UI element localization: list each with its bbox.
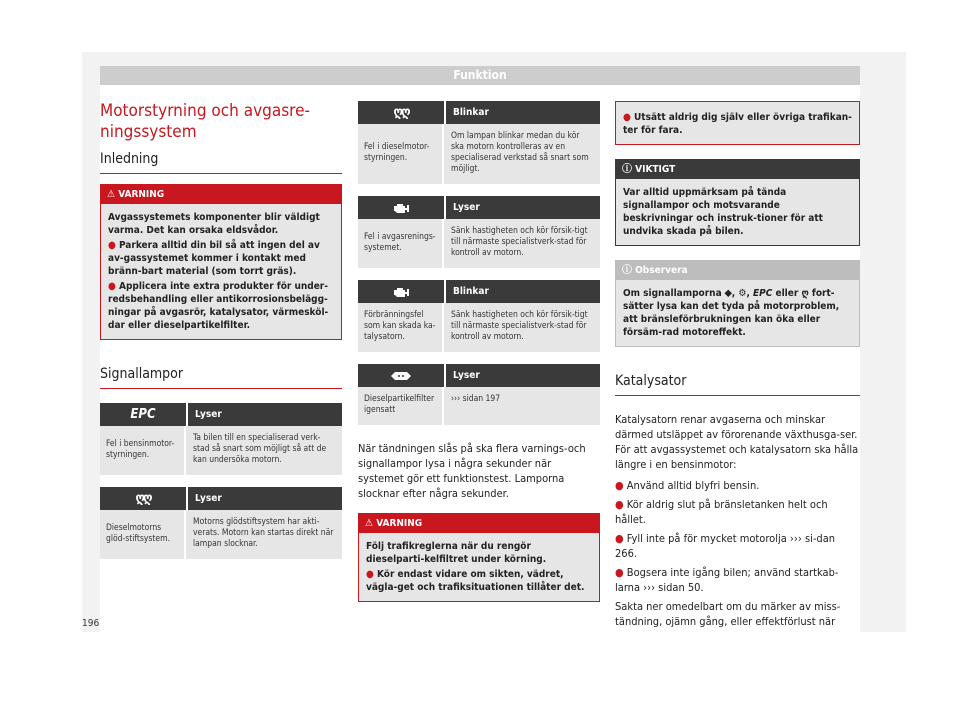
section-header: Funktion [100,66,860,85]
signal-desc: Dieselpartikelfilter igensatt [358,387,444,425]
warning-item: ● Utsätt aldrig dig själv eller övriga trafikan-ter för fara. [623,112,852,136]
signal-desc: Fel i avgasrenings-systemet. [358,219,444,268]
signal-state: Lyser [453,202,480,213]
warning-icon: ⚠ [365,518,374,529]
engine-icon [358,280,446,303]
page-number: 196 [82,618,100,629]
catalyst-item: ● Kör aldrig slut på bränsletanken helt och hållet. [615,498,828,526]
page-reference-link[interactable]: ››› sidan 197 [451,394,501,404]
warning-header [101,185,341,204]
catalyst-title: Katalysator [615,373,860,396]
warning-body [359,533,599,601]
info-icon: ⓘ [622,265,632,276]
glow-plug-icon: ღ [801,288,809,299]
catalyst-intro: Katalysatorn renar avgaserna och minskar därmed utsläppet av förorenande växthusga-ser. För att avgassystemet och katalysatorn ska hålla längre i en bensinmotor: [615,413,859,471]
signal-state: Lyser [195,409,222,420]
signal-table [358,196,600,268]
info-circle-icon: ⓘ [622,164,632,175]
engine-icon: ⚙ [738,288,747,299]
signal-table [358,364,600,425]
column-right [615,101,860,629]
signal-desc: Fel i dieselmotor-styrningen. [358,124,444,184]
catalyst-item: ● Fyll inte på för mycket motorolja ››› si-dan 266. [615,532,836,560]
note-body: Om signallamporna ⬥, ⚙, EPC eller ღ fort-sätter lysa kan det tyda på motorproblem, att bränsleförbrukningen kan öka eller försäm-rad motoreffekt. [616,280,859,346]
signal-action: Sänk hastigheten och kör försik-tigt till närmaste specialistverk-stad för kontroll av motorn. [451,226,588,258]
warning-header [359,514,599,533]
catalyst-outro: Sakta ner omedelbart om du märker av miss-tändning, ojämn gång, eller effektförlust när [615,600,841,628]
epc-icon: EPC [753,288,773,299]
glow-plug-icon: ღღ [358,101,446,124]
warning-box [100,184,342,340]
signal-state: Lyser [195,493,222,504]
note-header [616,261,859,280]
epc-icon: EPC [100,403,188,426]
note-box [615,260,860,347]
signal-action: Sänk hastigheten och kör försik-tigt till närmaste specialistverk-stad för kontroll av motorn. [451,310,588,342]
glow-plug-icon: ღღ [100,487,188,510]
dpf-icon [358,364,446,387]
warning-label: VARNING [376,518,423,529]
warning-icon: ⚠ [107,189,116,200]
engine-icon [358,196,446,219]
important-body: Var alltid uppmärksam på tända signallampor och motsvarande beskrivningar och instruk-tioner för att undvika skada på bilen. [616,179,859,245]
signal-state: Lyser [453,370,480,381]
important-box [615,159,860,246]
signal-table [358,101,600,184]
signal-table [358,280,600,352]
signal-desc: Dieselmotorns glöd-stiftsystem. [100,510,186,559]
column-left [100,85,342,559]
important-label: VIKTIGT [635,164,676,175]
signal-action: Om lampan blinkar medan du kör ska motorn kontrolleras av en specialiserad verkstad så snart som möjligt. [451,131,589,174]
catalyst-item: ● Använd alltid blyfri bensin. [615,479,760,492]
subsection-title: Inledning [100,151,342,174]
warning-item: ● Parkera alltid din bil så att ingen del av av-gassystemet kommer i kontakt med bränn-bart material (som torrt gräs). [108,240,320,277]
signal-action: Ta bilen till en specialiserad verk-stad så snart som möjligt så att de kan undersöka motorn. [193,433,327,465]
page-title: Motorstyrning och avgasre- ningssystem [100,101,311,142]
signal-desc: Förbränningsfel som kan skada ka-talysatorn. [358,303,444,352]
warning-body [101,204,341,339]
warning-item: ● Applicera inte extra produkter för under-redsbehandling eller antikorrosionsbelägg-ningar på avgasrör, katalysator, värmesköl-dar eller dieselpartikelfilter. [108,281,329,331]
column-middle [358,101,600,602]
warning-box [358,513,600,602]
signal-table [100,403,342,475]
signal-table [100,487,342,559]
note-label: Observera [635,265,688,276]
important-header [616,160,859,179]
warning-label: VARNING [118,189,165,200]
warning-lead: Avgassystemets komponenter blir väldigt varma. Det kan orsaka eldsvådor. [108,212,320,236]
warning-item: ● Kör endast vidare om sikten, vädret, vägla-get och trafiksituationen tillåter det. [366,569,585,593]
signal-desc: Fel i bensinmotor-styrningen. [100,426,186,475]
warning-continued-box [615,101,860,145]
dpf-icon: ⬥ [724,288,732,299]
signal-action: Motorns glödstiftsystem har akti-verats. Motorn kan startas direkt när lampan slocknar. [193,517,334,549]
signal-lamps-title: Signallampor [100,366,342,389]
catalyst-item: ● Bogsera inte igång bilen; använd startkab-larna ››› sidan 50. [615,566,839,594]
warning-lead: Följ trafikreglerna när du rengör dieselparti-kelfiltret under körning. [366,541,547,565]
function-test-paragraph: När tändningen slås på ska flera varnings-och signallampor lysa i några sekunder när systemet gör ett funktionstest. Lamporna slocknar efter några sekunder. [358,442,586,500]
signal-state: Blinkar [453,286,489,297]
signal-state: Blinkar [453,107,489,118]
